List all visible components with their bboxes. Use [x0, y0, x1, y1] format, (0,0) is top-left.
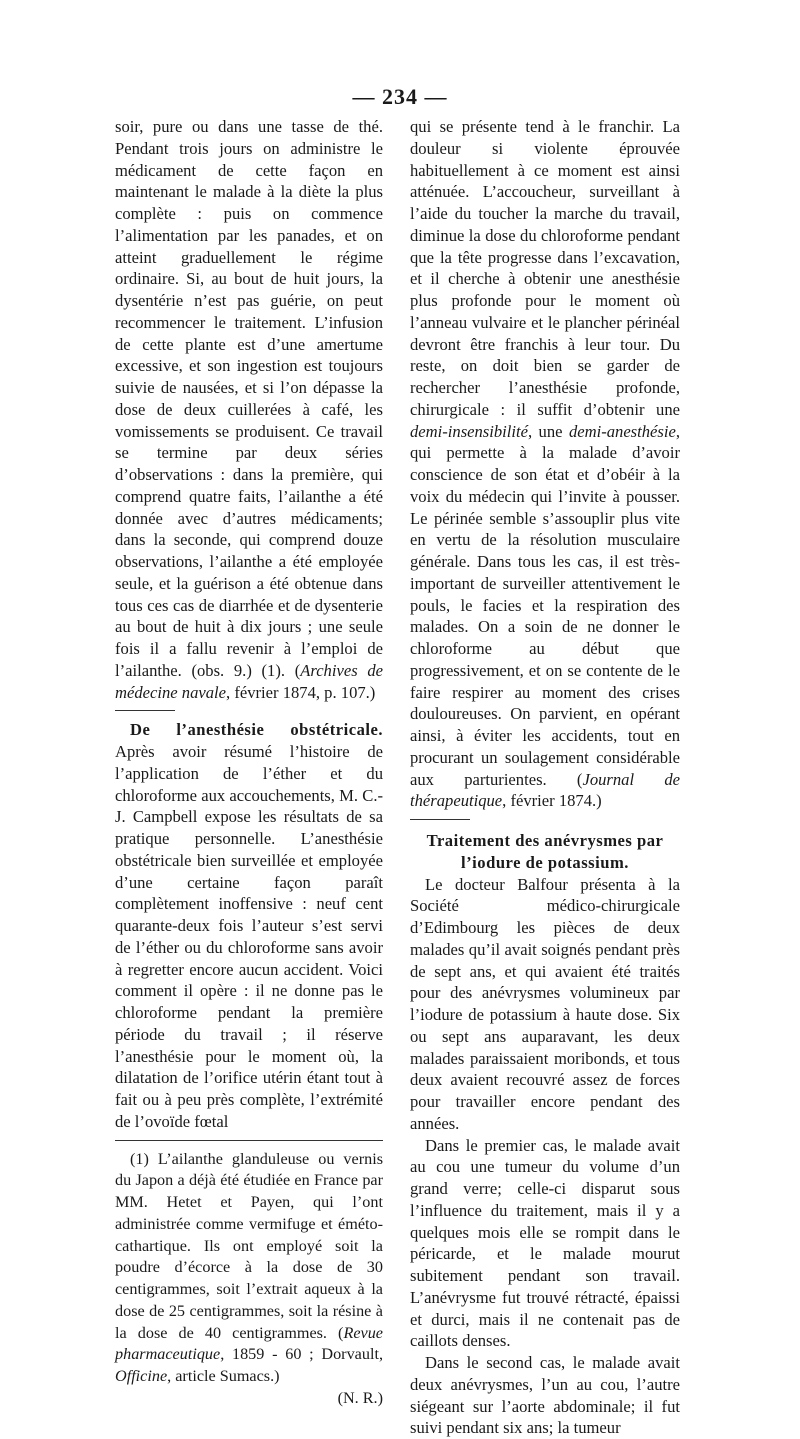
paragraph-premier-cas: Dans le premier cas, le malade avait au cou une tumeur du volume d’un grand verre; celle-ci disparut sous l’influence du traitement, mais il y a quelques mois elle se rompit dans le péricarde, et le malade mourut subitement pendant son travail. L’anévrysme fut trouvé rétracté, épaissi et durci, mais il ne contenait pas de caillots denses.: [410, 1135, 680, 1351]
term-demi-insensibilite: demi-insensibilité: [410, 421, 528, 441]
footnote-divider: [115, 1140, 383, 1141]
footnote-source-revue: Revue pharmaceutique: [115, 1323, 383, 1364]
right-column: [410, 116, 680, 1439]
footnote-text-2: , 1859 - 60 ; Dorvault,: [220, 1345, 383, 1364]
ailanthe-text: soir, pure ou dans une tasse de thé. Pendant trois jours on administre le médicament de cette façon en maintenant le malade à la diète la plus complète : puis on commence l’alimentation par les panades, et on atteint graduellement le régime ordinaire. Si, au bout de huit jours, la dysentérie n’est pas guérie, on peut recommencer le traitement. L’infusion de cette plante est d’une amertume excessive, et son ingestion est toujours suivie de nausées, et si l’on dépasse la dose de deux cuillerées à café, les vomissements se produisent. Ce travail se termine par deux séries d’observations : dans la première, qui comprend quatre faits, l’ailanthe a été donnée avec d’autres médicaments; dans la seconde, qui comprend douze observations, l’ailanthe a été employée seule, et la guérison a été obtenue dans tous ces cas de diarrhée et de dysenterie au bout de huit à dix jours ; une seule fois il a fallu revenir à l’emploi de l’ailanthe. (obs. 9.) (1). (: [115, 117, 383, 680]
footnote-source-officine: Officine: [115, 1367, 168, 1385]
ailanthe-citation: , février 1874, p. 107.): [226, 682, 376, 702]
paragraph-balfour: Le docteur Balfour présenta à la Société médico-chirurgicale d’Edimbourg les pièces de deux malades qu’il avait soignés pendant près de sept ans, et qui avaient été traités pour des anévrysmes volumineux par l’iodure de potassium à haute dose. Six ou sept ans auparavant, les deux malades paraissaient moribonds, et tous deux avaient recouvré assez de forces pour travailler encore pendant des années.: [410, 874, 680, 1133]
source-journal: Journal de thérapeutique: [410, 769, 680, 811]
paragraph-anesthesie: [115, 719, 383, 1132]
anesthesie-text: Après avoir résumé l’histoire de l’application de l’éther et du chloroforme aux accouchements, M. C.-J. Campbell expose les résultats de sa pratique personnelle. L’anesthésie obstétricale bien surveillée et employée d’une certaine façon paraît complètement inoffensive : neuf cent quarante-deux fois l’auteur s’est servi de l’éther ou du chloroforme sans avoir à regretter encore aucun accident. Voici comment il opère : il ne donne pas le chloroforme pendant la première période du travail ; il réserve l’anesthésie pour le moment où, la dilatation de l’orifice utérin étant tout à fait ou à peu près complète, l’extrémité de l’ovoïde fœtal: [115, 742, 383, 1131]
source-archives: Archives de médecine navale: [115, 660, 383, 702]
footnote-signature: (N. R.): [337, 1388, 383, 1407]
footnote-text-3: , article Sumacs.): [167, 1367, 280, 1385]
section-heading-anevrysmes: Traitement des anévrysmes par l’iodure de potassium.: [426, 831, 664, 872]
anesthesie-cont-text: qui se présente tend à le franchir. La douleur si violente éprouvée habituellement à ce moment est ainsi atténuée. L’accoucheur, surveillant à l’aide du toucher la marche du travail, diminue la dose du chloroforme pendant que la tête progresse dans l’excavation, et il cherche à obtenir une anesthésie plus profonde pour le moment où l’anneau vulvaire et le plancher périnéal devront être franchis à leur tour. Du reste, on doit bien se garder de rechercher l’anesthésie profonde, chirurgicale : il suffit d’obtenir une: [410, 117, 680, 419]
footnote-text: (1) L’ailanthe glanduleuse ou vernis du Japon a déjà été étudiée en France par MM. Hetet et Payen, qui l’ont administrée comme vermifuge et éméto-cathartique. Ils ont employé soit la poudre d’écorce à la dose de 30 centigrammes, soit l’extrait aqueux à la dose de 25 centigrammes, soit la résine à la dose de 40 centigrammes. (: [115, 1149, 383, 1342]
section-heading-anesthesie: De l’anesthésie obstétricale.: [130, 720, 383, 740]
anesthesie-cont-text-2: , une: [527, 421, 569, 441]
left-column: [115, 116, 383, 1410]
section-divider: [410, 819, 470, 820]
page-number: — 234 —: [352, 84, 448, 109]
section-divider: [115, 710, 175, 711]
paragraph-second-cas: Dans le second cas, le malade avait deux anévrysmes, l’un au cou, l’autre siégeant sur l’aorte abdominale; il fut suivi pendant six ans; la tumeur: [410, 1353, 680, 1438]
paragraph-ailanthe: [115, 116, 383, 703]
term-demi-anesthesie: demi-anesthésie: [568, 421, 676, 441]
anesthesie-citation: , février 1874.): [502, 791, 602, 811]
paragraph-anesthesie-cont: [410, 116, 680, 812]
footnote: [115, 1149, 383, 1388]
anesthesie-cont-text-3: , qui permette à la malade d’avoir conscience de son état et d’obéir à la voix du médecin qui l’invite à pousser. Le périnée semble s’assouplir plus vite en vertu de la résolution musculaire générale. Dans tous les cas, il est très-important de surveiller attentivement le pouls, le facies et la respiration des malades. On a soin de ne donner le chloroforme au début que progressivement, et on se contente de le faire respirer au moment des crises douloureuses. On parvient, en opérant ainsi, à éviter les accidents, tout en procurant un soulagement considérable aux parturientes. (: [410, 421, 680, 789]
